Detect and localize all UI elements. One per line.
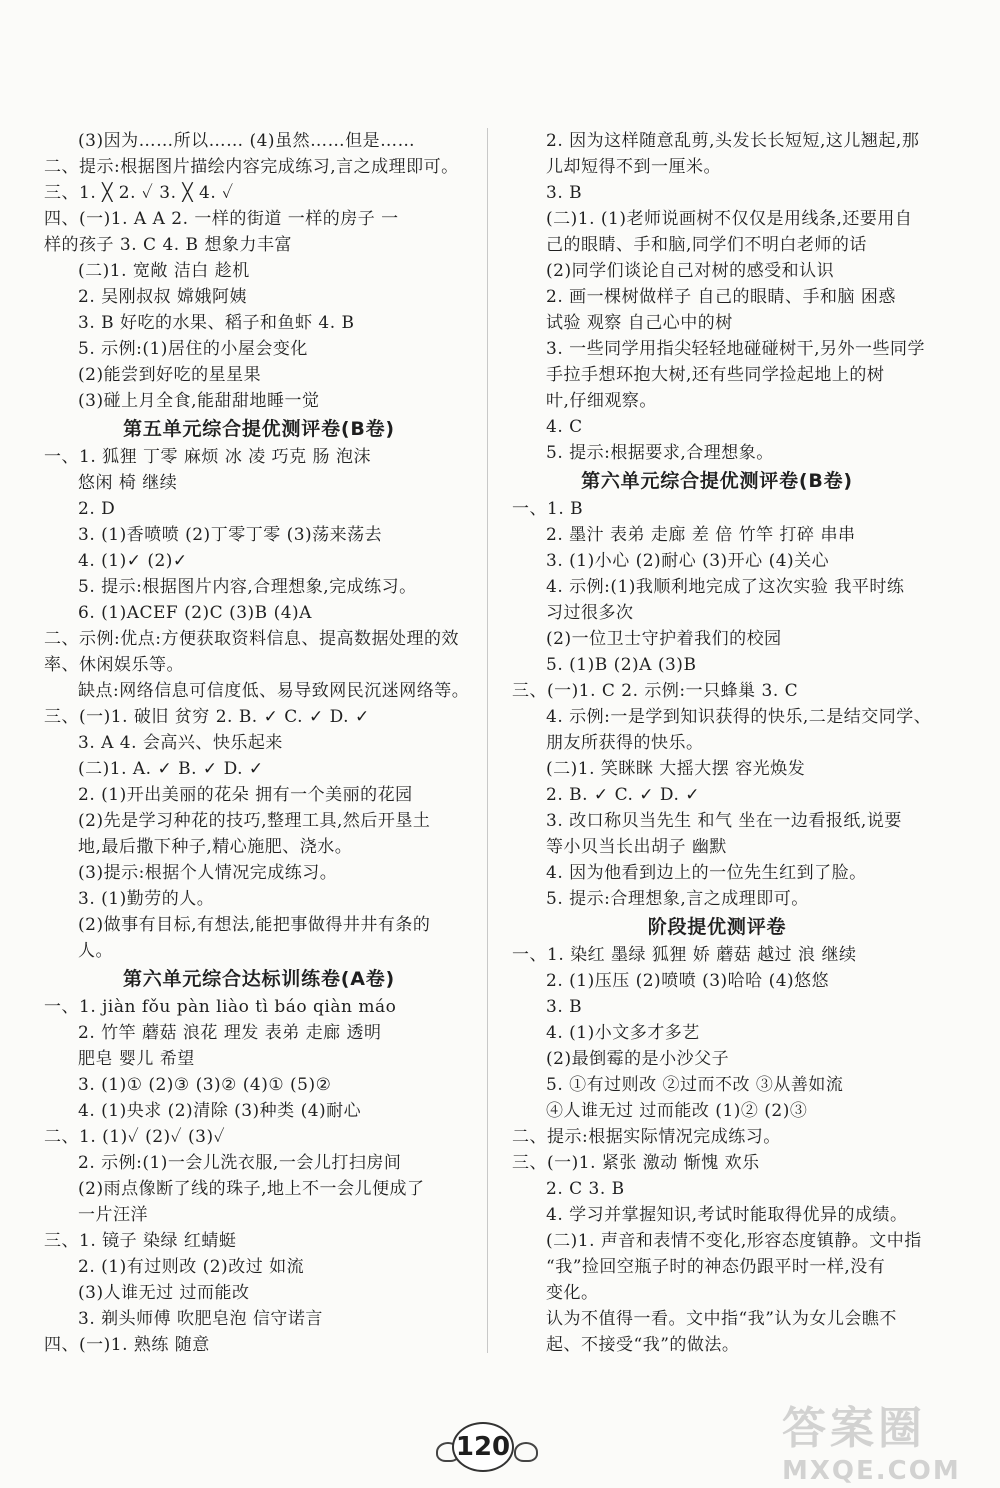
answer-line: ④人谁无过 过而能改 (1)② (2)③ — [546, 1101, 808, 1121]
answer-line: 4. (1)央求 (2)清除 (3)种类 (4)耐心 — [78, 1101, 362, 1121]
answer-line: 3. A 4. 会高兴、快乐起来 — [78, 733, 283, 753]
answer-line: 试验 观察 自己心中的树 — [546, 313, 733, 333]
answer-line: (2)一位卫士守护着我们的校园 — [546, 629, 782, 649]
answer-line: 四、(一)1. 熟练 随意 — [44, 1335, 210, 1355]
answer-line: 3. B — [546, 997, 583, 1017]
watermark — [782, 1392, 982, 1486]
answer-line: 叶,仔细观察。 — [546, 391, 657, 411]
answer-line: 缺点:网络信息可信度低、易导致网民沉迷网络等。 — [78, 681, 470, 701]
answer-line: 二、提示:根据图片描绘内容完成练习,言之成理即可。 — [44, 157, 459, 177]
answer-line: (二)1. A. ✓ B. ✓ D. ✓ — [78, 759, 264, 779]
answer-line: 4. (1)小文多才多艺 — [546, 1023, 700, 1043]
section-heading: 第六单元综合达标训练卷(A卷) — [122, 968, 396, 990]
answer-line: (3)提示:根据个人情况完成练习。 — [78, 863, 338, 883]
answer-line: 5. (1)B (2)A (3)B — [546, 655, 697, 675]
answer-line: 2. (1)开出美丽的花朵 拥有一个美丽的花园 — [78, 785, 413, 805]
answer-line: 2. B. ✓ C. ✓ D. ✓ — [546, 785, 701, 805]
answer-line: 5. ①有过则改 ②过而不改 ③从善如流 — [546, 1075, 844, 1095]
answer-line: 5. 提示:根据要求,合理想象。 — [546, 443, 774, 463]
answer-line: 一、1. 染红 墨绿 狐狸 娇 蘑菇 越过 浪 继续 — [512, 945, 857, 965]
answer-line: 2. 因为这样随意乱剪,头发长长短短,这儿翘起,那 — [546, 131, 920, 151]
answer-line: (2)雨点像断了线的珠子,地上不一会儿便成了 — [78, 1179, 425, 1199]
answer-line: 4. (1)✓ (2)✓ — [78, 551, 188, 571]
answer-line: 2. 竹竿 蘑菇 浪花 理发 表弟 走廊 透明 — [78, 1023, 382, 1043]
answer-line: (2)先是学习种花的技巧,整理工具,然后开垦土 — [78, 811, 431, 831]
answer-line: 四、(一)1. A A 2. 一样的街道 一样的房子 一 — [44, 209, 399, 229]
answer-line: 一、1. 狐狸 丁零 麻烦 冰 凌 巧克 肠 泡沫 — [44, 447, 371, 467]
answer-line: 三、(一)1. C 2. 示例:一只蜂巢 3. C — [512, 681, 799, 701]
answer-line: 二、示例:优点:方便获取资料信息、提高数据处理的效 — [44, 629, 459, 649]
answer-line: 己的眼睛、手和脑,同学们不明白老师的话 — [546, 235, 867, 255]
answer-line: 率、休闲娱乐等。 — [44, 655, 184, 675]
answer-line: 人。 — [78, 941, 113, 961]
answer-line: 2. 示例:(1)一会儿洗衣服,一会儿打扫房间 — [78, 1153, 402, 1173]
watermark-logo-text: 答案圈 — [782, 1403, 926, 1454]
answer-line: “我”捡回空瓶子时的神态仍跟平时一样,没有 — [546, 1257, 886, 1277]
answer-line: 2. (1)有过则改 (2)改过 如流 — [78, 1257, 305, 1277]
section-heading: 阶段提优测评卷 — [647, 916, 787, 938]
answer-line: (2)同学们谈论自己对树的感受和认识 — [546, 261, 835, 281]
answer-line: 二、提示:根据实际情况完成练习。 — [512, 1127, 781, 1147]
answer-line: 一片汪洋 — [78, 1205, 148, 1225]
answer-line: 样的孩子 3. C 4. B 想象力丰富 — [44, 235, 292, 255]
page-number: 120 — [452, 1422, 514, 1472]
section-heading: 第五单元综合提优测评卷(B卷) — [123, 418, 395, 440]
answer-line: 3. B — [546, 183, 583, 203]
answer-line: 儿却短得不到一厘米。 — [546, 157, 721, 177]
answer-line: 三、1. 镜子 染绿 红蜻蜓 — [44, 1231, 237, 1251]
answer-line: 地,最后撒下种子,精心施肥、浇水。 — [78, 837, 353, 857]
answer-line: (二)1. 声音和表情不变化,形容态度镇静。文中指 — [546, 1231, 922, 1251]
answer-line: 变化。 — [546, 1283, 599, 1303]
answer-line: 2. C 3. B — [546, 1179, 625, 1199]
answer-line: (3)因为……所以…… (4)虽然……但是…… — [78, 131, 416, 151]
page-number-badge — [436, 1418, 566, 1478]
answer-line: 5. 提示:合理想象,言之成理即可。 — [546, 889, 809, 909]
answer-line: 三、1. ╳ 2. ✓ 3. ╳ 4. ✓ — [44, 183, 234, 203]
answer-line: (3)人谁无过 过而能改 — [78, 1283, 250, 1303]
answer-line: (二)1. 宽敞 洁白 趁机 — [78, 261, 250, 281]
answer-line: 3. 改口称贝当先生 和气 坐在一边看报纸,说要 — [546, 811, 902, 831]
answer-line: 4. 学习并掌握知识,考试时能取得优异的成绩。 — [546, 1205, 908, 1225]
answer-line: 三、(一)1. 破旧 贫穷 2. B. ✓ C. ✓ D. ✓ — [44, 707, 370, 727]
answer-line: 6. (1)ACEF (2)C (3)B (4)A — [78, 603, 312, 623]
section-heading: 第六单元综合提优测评卷(B卷) — [581, 470, 853, 492]
answer-line: 3. (1)勤劳的人。 — [78, 889, 215, 909]
answer-line: 等小贝当长出胡子 幽默 — [546, 837, 727, 857]
answer-line: 肥皂 婴儿 希望 — [78, 1049, 195, 1069]
answer-line: 4. 示例:一是学到知识获得的快乐,二是结交同学、 — [546, 707, 932, 727]
answer-line: 朋友所获得的快乐。 — [546, 733, 704, 753]
answer-line: 起、不接受“我”的做法。 — [546, 1335, 740, 1355]
right-column — [512, 128, 932, 1358]
answer-line: 2. 画一棵树做样子 自己的眼睛、手和脑 困惑 — [546, 287, 896, 307]
answer-line: 3. (1)小心 (2)耐心 (3)开心 (4)关心 — [546, 551, 830, 571]
answer-line: 手拉手想环抱大树,还有些同学捡起地上的树 — [546, 365, 885, 385]
answer-line: 5. 提示:根据图片内容,合理想象,完成练习。 — [78, 577, 417, 597]
answer-line: 2. 吴刚叔叔 嫦娥阿姨 — [78, 287, 248, 307]
answer-line: 3. B 好吃的水果、稻子和鱼虾 4. B — [78, 313, 355, 333]
answer-line: 3. 剃头师傅 吹肥皂泡 信守诺言 — [78, 1309, 323, 1329]
answer-line: 一、1. jiàn fǒu pàn liào tì báo qiàn máo — [44, 997, 397, 1017]
answer-line: (2)做事有目标,有想法,能把事做得井井有条的 — [78, 915, 431, 935]
watermark-url: MXQE.COM — [782, 1456, 961, 1486]
answer-line: 4. 示例:(1)我顺利地完成了这次实验 我平时练 — [546, 577, 905, 597]
left-column — [44, 128, 474, 1358]
answer-line: 4. C — [546, 417, 583, 437]
answer-line: 二、1. (1)✓ (2)✓ (3)✓ — [44, 1127, 226, 1147]
answer-line: 悠闲 椅 继续 — [78, 473, 178, 493]
answer-line: (3)碰上月全食,能甜甜地睡一觉 — [78, 391, 320, 411]
answer-line: 4. 因为他看到边上的一位先生红到了脸。 — [546, 863, 867, 883]
answer-line: 3. 一些同学用指尖轻轻地碰碰树干,另外一些同学 — [546, 339, 926, 359]
answer-line: 3. (1)① (2)③ (3)② (4)① (5)② — [78, 1075, 332, 1095]
answer-line: (2)能尝到好吃的星星果 — [78, 365, 262, 385]
answer-line: 一、1. B — [512, 499, 584, 519]
answer-line: (2)最倒霉的是小沙父子 — [546, 1049, 730, 1069]
column-divider — [487, 128, 488, 1353]
answer-line: 认为不值得一看。文中指“我”认为女儿会瞧不 — [546, 1309, 897, 1329]
answer-line: 三、(一)1. 紧张 激动 惭愧 欢乐 — [512, 1153, 760, 1173]
answer-line: 习过很多次 — [546, 603, 634, 623]
answer-line: 2. (1)压压 (2)喷喷 (3)哈哈 (4)悠悠 — [546, 971, 830, 991]
answer-line: 5. 示例:(1)居住的小屋会变化 — [78, 339, 308, 359]
answer-line: 2. 墨汁 表弟 走廊 差 倍 竹竿 打碎 串串 — [546, 525, 856, 545]
answer-line: (二)1. 笑眯眯 大摇大摆 容光焕发 — [546, 759, 806, 779]
answer-line: 2. D — [78, 499, 116, 519]
answer-line: (二)1. (1)老师说画树不仅仅是用线条,还要用自 — [546, 209, 913, 229]
frog-foot-icon — [514, 1442, 538, 1462]
answer-line: 3. (1)香喷喷 (2)丁零丁零 (3)荡来荡去 — [78, 525, 383, 545]
